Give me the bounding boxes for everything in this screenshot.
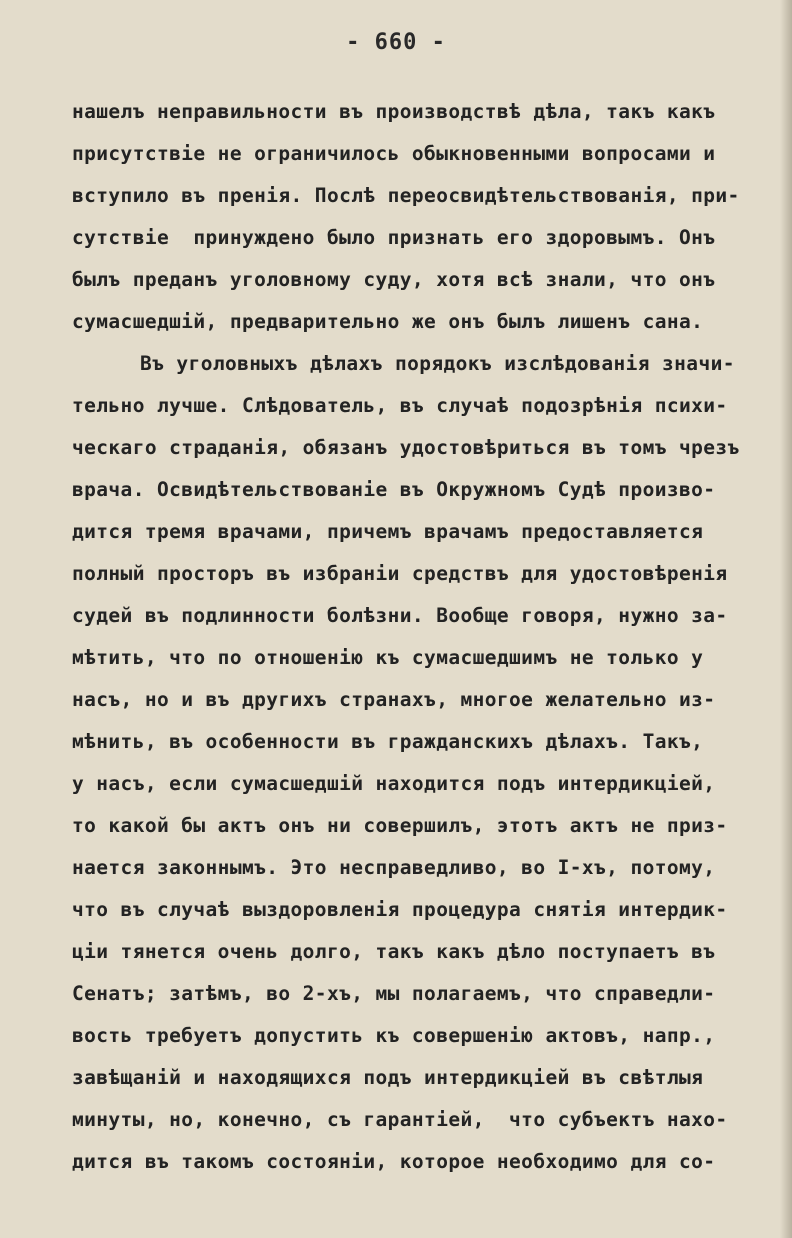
text-line: присутствіе не ограничилось обыкновенными вопросами и [72,142,716,165]
text-line: Сенатъ; затѣмъ, во 2-хъ, мы полагаемъ, что справедли- [72,982,716,1005]
text-line: у насъ, если сумасшедшій находится подъ интердикціей, [72,772,716,795]
text-line: сумасшедшій, предварительно же онъ былъ лишенъ сана. [72,310,704,333]
text-line: дится тремя врачами, причемъ врачамъ предоставляется [72,520,704,543]
text-line: судей въ подлинности болѣзни. Вообще говоря, нужно за- [72,604,728,627]
text-line: дится въ такомъ состояніи, которое необходимо для со- [72,1150,716,1173]
text-line: тельно лучше. Слѣдователь, въ случаѣ подозрѣнія психи- [72,394,728,417]
page-number: - 660 - [346,30,446,55]
text-line: завѣщаній и находящихся подъ интердикціей въ свѣтлыя [72,1066,704,1089]
text-line: что въ случаѣ выздоровленія процедура снятія интердик- [72,898,728,921]
text-line: полный просторъ въ избраніи средствъ для удостовѣренія [72,562,728,585]
text-line: то какой бы актъ онъ ни совершилъ, этотъ актъ не приз- [72,814,728,837]
page-edge-shadow [780,0,792,1238]
text-line: ческаго страданія, обязанъ удостовѣриться въ томъ чрезъ [72,436,740,459]
text-line: нашелъ неправильности въ производствѣ дѣла, такъ какъ [72,100,716,123]
text-line: врача. Освидѣтельствованіе въ Окружномъ Судѣ произво- [72,478,716,501]
text-line: вость требуетъ допустить къ совершенію актовъ, напр., [72,1024,716,1047]
text-line: минуты, но, конечно, съ гарантіей, что субъектъ нахо- [72,1108,728,1131]
text-line: мѣтить, что по отношенію къ сумасшедшимъ не только у [72,646,704,669]
text-line: Въ уголовныхъ дѣлахъ порядокъ изслѣдованія значи- [140,352,735,375]
text-line: былъ преданъ уголовному суду, хотя всѣ знали, что онъ [72,268,716,291]
text-line: сутствіе принуждено было признать его здоровымъ. Онъ [72,226,716,249]
text-line: насъ, но и въ другихъ странахъ, многое желательно из- [72,688,716,711]
text-line: ціи тянется очень долго, такъ какъ дѣло поступаетъ въ [72,940,716,963]
text-line: мѣнить, въ особенности въ гражданскихъ дѣлахъ. Такъ, [72,730,704,753]
text-line: нается законнымъ. Это несправедливо, во І-хъ, потому, [72,856,716,879]
text-line: вступило въ пренія. Послѣ переосвидѣтельствованія, при- [72,184,740,207]
